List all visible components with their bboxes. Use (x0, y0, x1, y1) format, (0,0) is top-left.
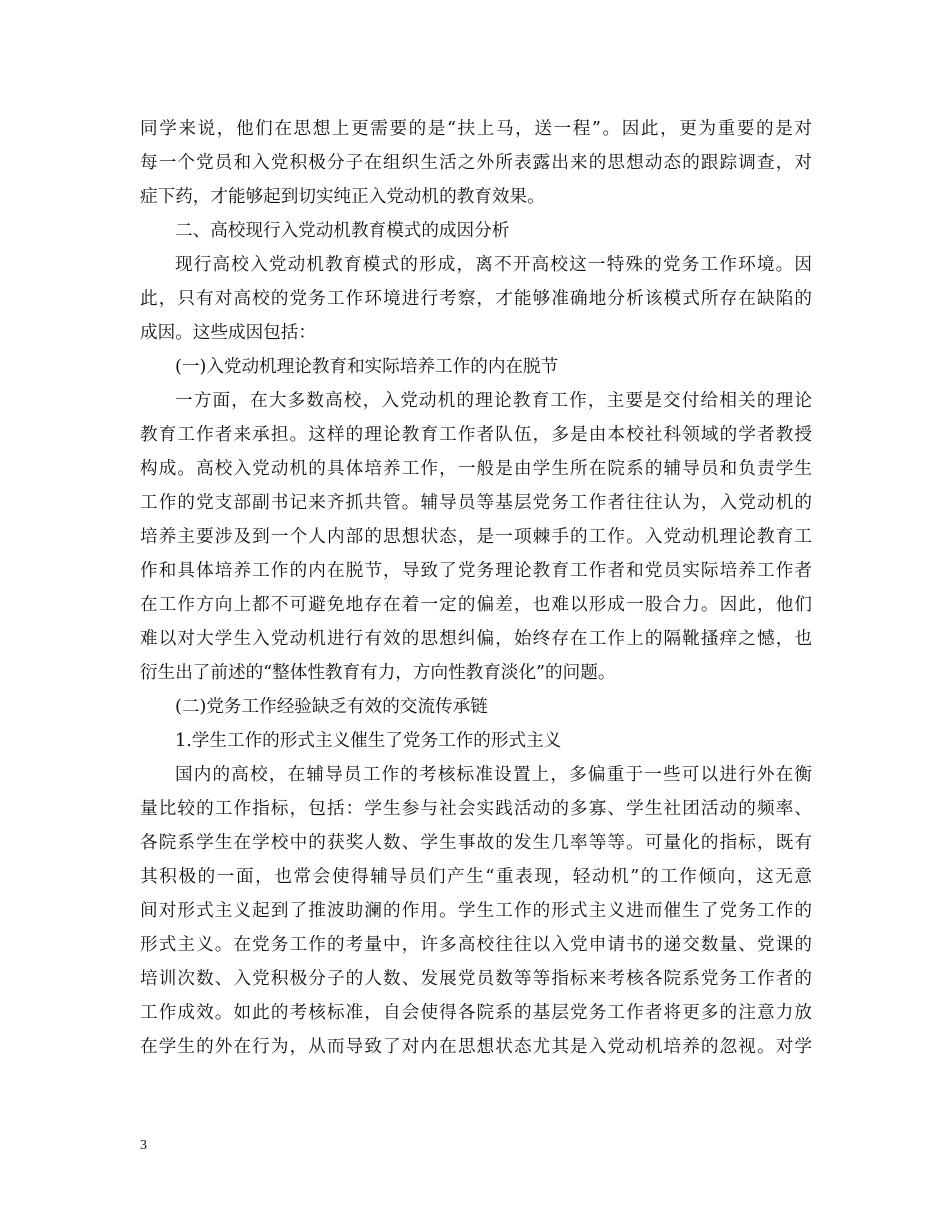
page-number: 3 (140, 1138, 147, 1153)
text-line: 每一个党员和入党积极分子在组织生活之外所表露出来的思想动态的跟踪调查，对 (140, 153, 812, 173)
text-line: 症下药，才能够起到切实纯正入党动机的教育效果。 (140, 187, 545, 207)
text-line: 在学生的外在行为，从而导致了对内在思想状态尤其是入党动机培养的忽视。对学 (140, 1037, 812, 1057)
text-line: 间对形式主义起到了推波助澜的作用。学生工作的形式主义进而催生了党务工作的 (140, 901, 812, 921)
section-heading: 二、高校现行入党动机教育模式的成因分析 (175, 221, 510, 241)
body-text (140, 112, 812, 1064)
subsection-heading: (二)党务工作经验缺乏有效的交流传承链 (175, 697, 488, 717)
subsection-heading: (一)入党动机理论教育和实际培养工作的内在脱节 (175, 357, 559, 377)
text-line: 难以对大学生入党动机进行有效的思想纠偏，始终存在工作上的隔靴搔痒之憾，也 (140, 629, 812, 649)
text-line: 同学来说，他们在思想上更需要的是“扶上马，送一程”。因此，更为重要的是对 (140, 119, 812, 139)
text-line: 一方面，在大多数高校，入党动机的理论教育工作，主要是交付给相关的理论 (175, 391, 812, 411)
text-line: 教育工作者来承担。这样的理论教育工作者队伍，多是由本校社科领域的学者教授 (140, 425, 812, 445)
text-line: 在工作方向上都不可避免地存在着一定的偏差，也难以形成一股合力。因此，他们 (140, 595, 812, 615)
text-line: 成因。这些成因包括： (140, 323, 316, 343)
text-line: 形式主义。在党务工作的考量中，许多高校往往以入党申请书的递交数量、党课的 (140, 935, 812, 955)
text-line: 此，只有对高校的党务工作环境进行考察，才能够准确地分析该模式所存在缺陷的 (140, 289, 812, 309)
text-line: 现行高校入党动机教育模式的形成，离不开高校这一特殊的党务工作环境。因 (175, 255, 812, 275)
text-line: 其积极的一面，也常会使得辅导员们产生“重表现，轻动机”的工作倾向，这无意 (140, 867, 812, 887)
text-line: 培训次数、入党积极分子的人数、发展党员数等等指标来考核各院系党务工作者的 (140, 969, 812, 989)
text-line: 作和具体培养工作的内在脱节，导致了党务理论教育工作者和党员实际培养工作者 (140, 561, 812, 581)
subsection-heading: 1.学生工作的形式主义催生了党务工作的形式主义 (175, 731, 562, 751)
text-line: 量比较的工作指标，包括：学生参与社会实践活动的多寡、学生社团活动的频率、 (140, 799, 812, 819)
text-line: 衍生出了前述的“整体性教育有力，方向性教育淡化”的问题。 (140, 663, 616, 683)
text-line: 各院系学生在学校中的获奖人数、学生事故的发生几率等等。可量化的指标，既有 (140, 833, 812, 853)
text-line: 工作的党支部副书记来齐抓共管。辅导员等基层党务工作者往往认为，入党动机的 (140, 493, 812, 513)
text-line: 工作成效。如此的考核标准，自会使得各院系的基层党务工作者将更多的注意力放 (140, 1003, 812, 1023)
text-line: 培养主要涉及到一个人内部的思想状态，是一项棘手的工作。入党动机理论教育工 (140, 527, 812, 547)
text-line: 构成。高校入党动机的具体培养工作，一般是由学生所在院系的辅导员和负责学生 (140, 459, 812, 479)
text-line: 国内的高校，在辅导员工作的考核标准设置上，多偏重于一些可以进行外在衡 (175, 765, 812, 785)
